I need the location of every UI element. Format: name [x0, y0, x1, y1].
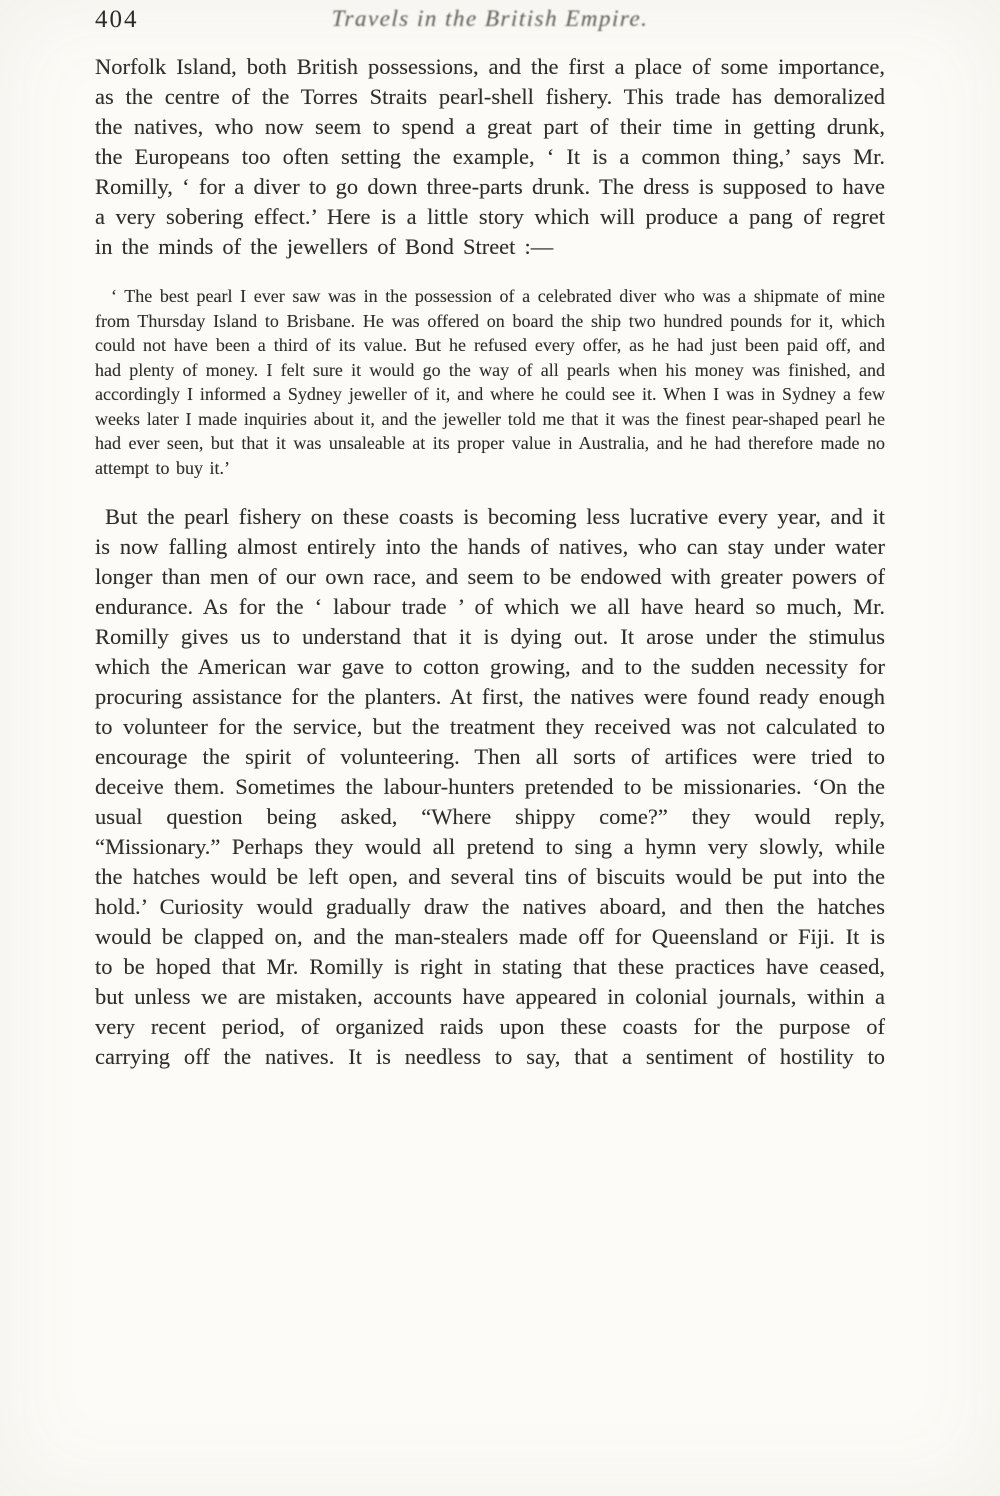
page-number: 404 — [95, 6, 139, 33]
page-header — [95, 6, 885, 40]
page-text-block — [95, 52, 885, 1072]
paragraph-pearl-fishery: But the pearl fishery on these coasts is becoming less lucrative every year, and it is now falling almost entirely into the hands of natives, who can stay under water longer than men of our own race, and seem to be endowed with greater powers of endurance. As for the ‘ labour trade ’ of which we all have heard so much, Mr. Romilly gives us to understand that it is dying out. It arose under the stimulus which the American war gave to cotton growing, and to the sudden necessity for procuring assistance for the planters. At first, the natives were found ready enough to volunteer for the service, but the treatment they received was not calculated to encourage the spirit of volunteering. Then all sorts of artifices were tried to deceive them. Sometimes the labour-hunters pretended to be missionaries. ‘On the usual question being asked, “Where shippy come?” they would reply, “Missionary.” Perhaps they would all pretend to sing a hymn very slowly, while the hatches would be left open, and several tins of biscuits would be put into the hold.’ Curiosity would gradually draw the natives aboard, and then the hatches would be clapped on, and the man-stealers made off for Queensland or Fiji. It is to be hoped that Mr. Romilly is right in stating that these practices have ceased, but unless we are mistaken, accounts have appeared in colonial journals, within a very recent period, of organized raids upon these coasts for the purpose of carrying off the natives. It is needless to say, that a sentiment of hostility to — [95, 504, 885, 1069]
running-title: Travels in the British Empire. — [331, 6, 649, 31]
block-quote-pearl-story: ‘ The best pearl I ever saw was in the possession of a celebrated diver who was a shipmate of mine from Thursday Island to Brisbane. He was offered on board the ship two hundred pounds for it, which could not have been a third of its value. But he refused every offer, as he had just been paid off, and had plenty of money. I felt sure it would go the way of all pearls when his money was finished, and accordingly I informed a Sydney jeweller of it, and where he could see it. When I was in Sydney a few weeks later I made inquiries about it, and the jeweller told me that it was the finest pear-shaped pearl he had ever seen, but that it was unsaleable at its proper value in Australia, and he had therefore made no attempt to buy it.’ — [95, 286, 885, 478]
paragraph-norfolk-island: Norfolk Island, both British possessions, and the first a place of some importance, as the centre of the Torres Straits pearl-shell fishery. This trade has demoralized the natives, who now seem to spend a great part of their time in getting drunk, the Europeans too often setting the example, ‘ It is a common thing,’ says Mr. Romilly, ‘ for a diver to go down three-parts drunk. The dress is supposed to have a very sobering effect.’ Here is a little story which will produce a pang of regret in the minds of the jewellers of Bond Street :— — [95, 54, 885, 259]
